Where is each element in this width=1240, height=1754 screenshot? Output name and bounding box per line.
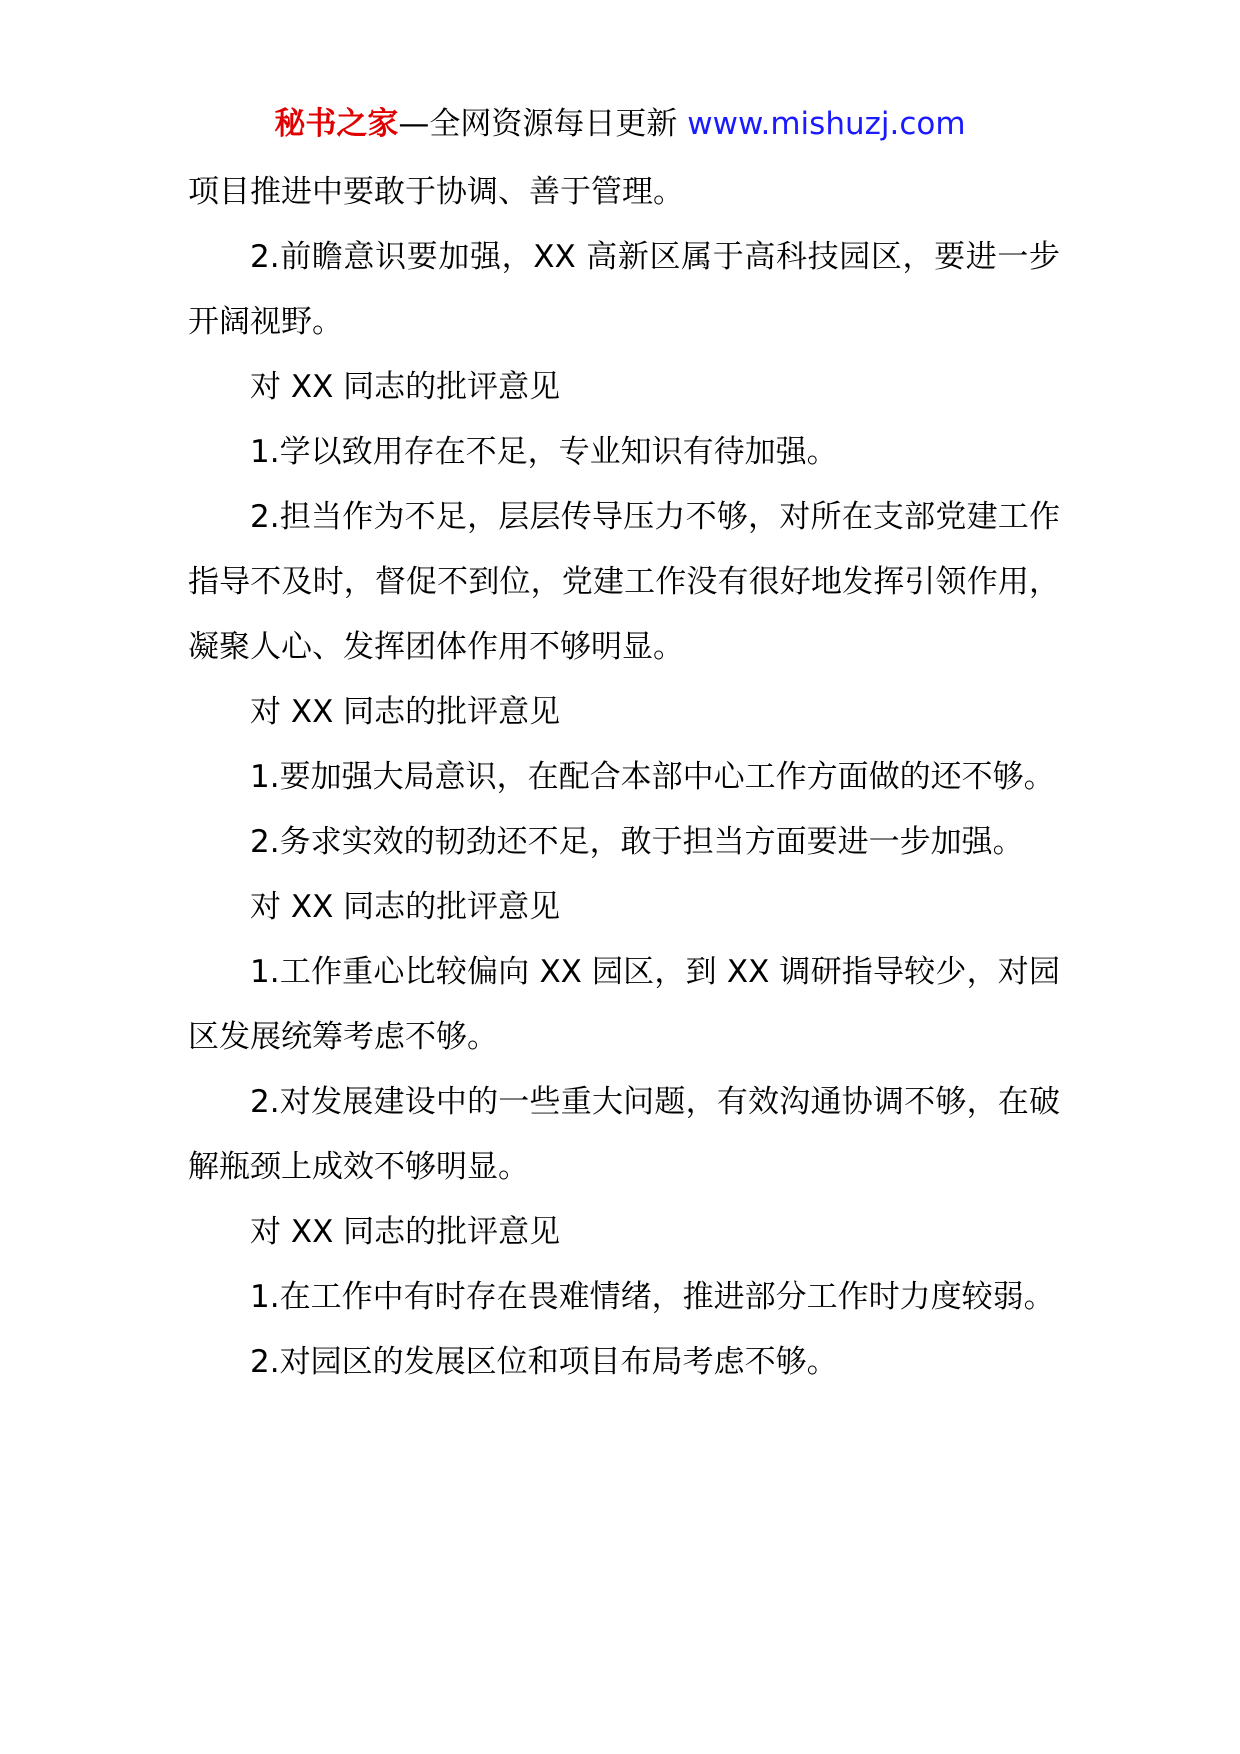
section-heading: 对 XX 同志的批评意见	[250, 694, 561, 730]
paragraph: 2.对园区的发展区位和项目布局考虑不够。	[250, 1344, 838, 1380]
site-slogan: —全网资源每日更新	[398, 106, 688, 142]
paragraph: 2.担当作为不足，层层传导压力不够，对所在支部党建工作指导不及时，督促不到位，党建工作没有很好地发挥引领作用，凝聚人心、发挥团体作用不够明显。	[188, 499, 1060, 665]
site-header	[0, 104, 1240, 144]
paragraph: 1.工作重心比较偏向 XX 园区，到 XX 调研指导较少，对园区发展统筹考虑不够。	[188, 954, 1060, 1055]
section-heading: 对 XX 同志的批评意见	[250, 889, 561, 925]
section-heading: 对 XX 同志的批评意见	[250, 369, 561, 405]
section-heading: 对 XX 同志的批评意见	[250, 1214, 561, 1250]
site-url-link[interactable]: www.mishuzj.com	[687, 106, 966, 142]
paragraph: 2.前瞻意识要加强，XX 高新区属于高科技园区，要进一步开阔视野。	[188, 239, 1060, 340]
paragraph: 1.要加强大局意识，在配合本部中心工作方面做的还不够。	[250, 759, 1055, 795]
site-brand: 秘书之家	[274, 106, 399, 142]
paragraph: 2.务求实效的韧劲还不足，敢于担当方面要进一步加强。	[250, 824, 1024, 860]
document-body	[188, 160, 1060, 1395]
paragraph: 1.在工作中有时存在畏难情绪，推进部分工作时力度较弱。	[250, 1279, 1055, 1315]
paragraph: 2.对发展建设中的一些重大问题，有效沟通协调不够，在破解瓶颈上成效不够明显。	[188, 1084, 1060, 1185]
paragraph: 项目推进中要敢于协调、善于管理。	[188, 174, 684, 210]
paragraph: 1.学以致用存在不足，专业知识有待加强。	[250, 434, 838, 470]
